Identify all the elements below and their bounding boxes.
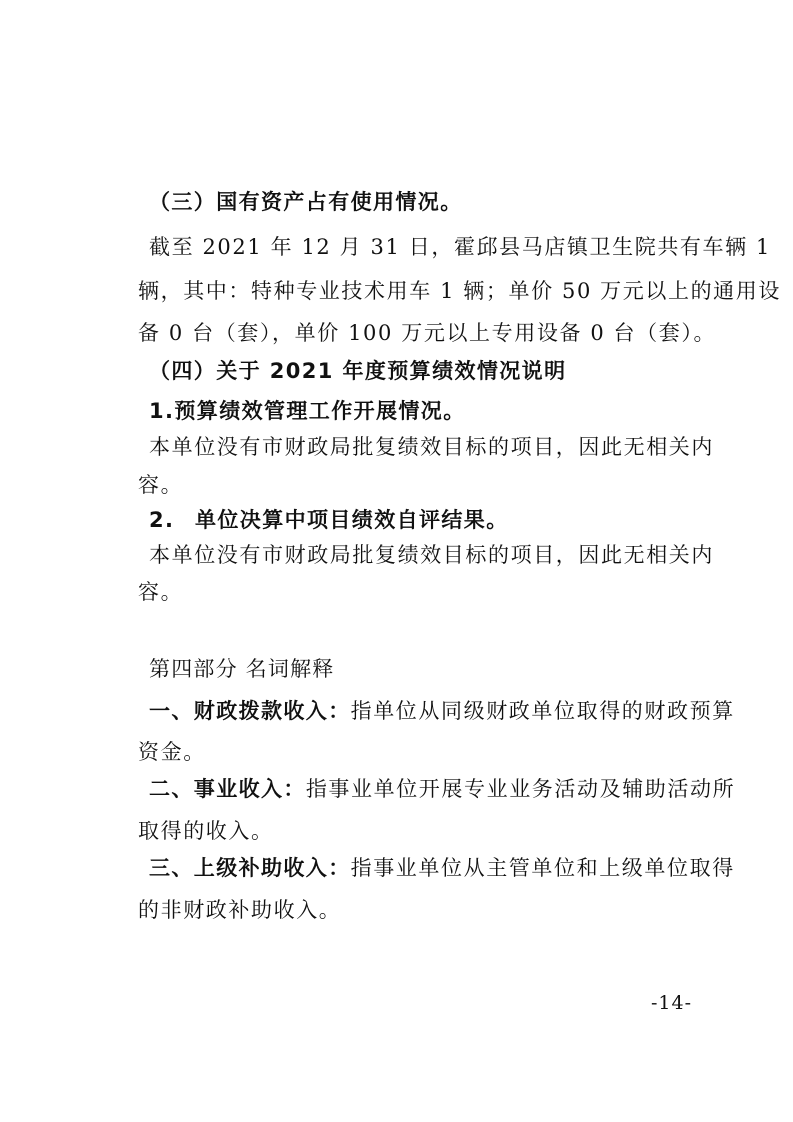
page-number: -14- xyxy=(650,992,692,1014)
section3-paragraph-line2: 辆，其中：特种专业技术用车 1 辆；单价 50 万元以上的通用设 xyxy=(138,279,781,303)
item1-paragraph-line2: 容。 xyxy=(138,473,184,497)
term-3-label: 三、上级补助收入： xyxy=(149,856,351,880)
term-2-line2: 取得的收入。 xyxy=(138,819,274,843)
term-1-line1 xyxy=(149,696,735,726)
item2-heading: 单位决算中项目绩效自评结果。 xyxy=(195,508,509,532)
section4-heading: （四）关于 2021 年度预算绩效情况说明 xyxy=(149,359,567,383)
section3-paragraph-line1: 截至 2021 年 12 月 31 日，霍邱县马店镇卫生院共有车辆 1 xyxy=(149,235,771,259)
term-2-line1 xyxy=(149,774,736,804)
term-2-label: 二、事业收入： xyxy=(149,777,306,801)
part4-title: 第四部分 名词解释 xyxy=(149,657,335,681)
item1-paragraph-line1: 本单位没有市财政局批复绩效目标的项目，因此无相关内 xyxy=(149,435,714,459)
section3-heading: （三）国有资产占有使用情况。 xyxy=(149,190,463,214)
term-3-definition: 指事业单位从主管单位和上级单位取得 xyxy=(350,856,735,880)
item2-paragraph-line1: 本单位没有市财政局批复绩效目标的项目，因此无相关内 xyxy=(149,543,714,567)
term-3-line2: 的非财政补助收入。 xyxy=(138,898,342,922)
term-1-line2: 资金。 xyxy=(138,740,206,764)
item1-heading: 1.预算绩效管理工作开展情况。 xyxy=(149,399,466,423)
term-1-definition: 指单位从同级财政单位取得的财政预算 xyxy=(350,699,735,723)
section3-paragraph-line3: 备 0 台（套），单价 100 万元以上专用设备 0 台（套）。 xyxy=(138,321,717,345)
term-3-line1 xyxy=(149,853,735,883)
term-1-label: 一、财政拨款收入： xyxy=(149,699,351,723)
term-2-definition: 指事业单位开展专业业务活动及辅助活动所 xyxy=(305,777,736,801)
item2-number: 2. xyxy=(149,508,175,532)
item2-paragraph-line2: 容。 xyxy=(138,580,184,604)
